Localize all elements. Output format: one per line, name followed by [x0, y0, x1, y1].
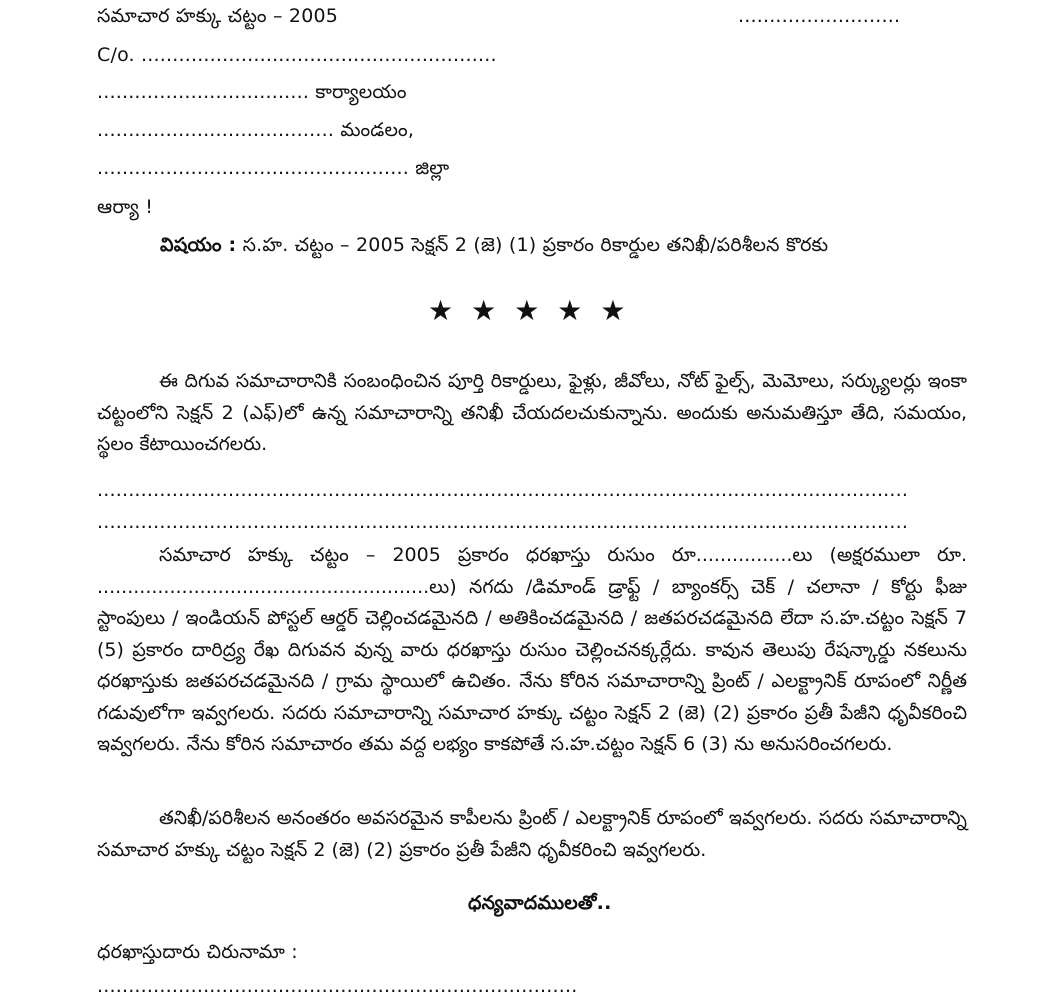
office-line: .................................. కార్యాలయం — [97, 81, 407, 103]
paragraph-1-text: ఈ దిగువ సమాచారానికి సంబంధించిన పూర్తి రికార్డులు, ఫైళ్లు, జీవోలు, నోట్ ఫైల్స్, మెమోలు, సర్క్యులర్లు ఇంకా చట్టంలోని సెక్షన్ 2 (ఎఫ్)లో ఉన్న సమాచారాన్ని తనిఖీ చేయదలచుకున్నాను. అందుకు అనుమతిస్తూ తేది, సమయం, స్థలం కేటాయించగలరు. — [97, 370, 967, 455]
star-divider: ★★★★★ — [428, 294, 644, 327]
thanks-closing: ధన్యవాదములతో.. — [468, 892, 612, 914]
subject-text: స.హ. చట్టం – 2005 సెక్షన్ 2 (జె) (1) ప్రకారం రికార్డుల తనిఖీ/పరిశీలన కొరకు — [236, 234, 829, 256]
act-title: సమాచార హక్కు చట్టం – 2005 — [97, 5, 339, 27]
district-line: .................................................. జిల్లా — [97, 157, 450, 179]
date-blank: .......................... — [738, 5, 901, 27]
paragraph-inspection-request — [97, 366, 967, 461]
paragraph-fee-details — [97, 540, 967, 761]
mandal-line: ...................................... మండలం, — [97, 119, 415, 141]
paragraph-2-text: సమాచార హక్కు చట్టం – 2005 ప్రకారం ధరఖాస్తు రుసుం రూ................లు (అక్షరములా రూ. .......................................................లు) నగదు /డిమాండ్ డ్రాఫ్ట్ / బ్యాంకర్స్ చెక్ / చలానా / కోర్టు ఫీజు స్టాంపులు / ఇండియన్ పోస్టల్ ఆర్డర్ చెల్లించడమైనది / అతికించడమైనది / జతపరచడమైనది లేదా స.హ.చట్టం సెక్షన్ 7 (5) ప్రకారం దారిద్ర్య రేఖ దిగువన వున్న వారు ధరఖాస్తు రుసుం చెల్లించనక్కర్లేదు. కావున తెలుపు రేషన్కార్డు నకలును ధరఖాస్తుకు జతపరచడమైనది / గ్రామ స్థాయిలో ఉచితం. నేను కోరిన సమాచారాన్ని ప్రింట్ / ఎలక్ట్రానిక్ రూపంలో నిర్ణీత గడువులోగా ఇవ్వగలరు. సదరు సమాచారాన్ని సమాచార హక్కు చట్టం సెక్షన్ 2 (జె) (2) ప్రకారం ప్రతీ పేజీని ధృవీకరించి ఇవ్వగలరు. నేను కోరిన సమాచారం తమ వద్ద లభ్యం కాకపోతే స.హ.చట్టం సెక్షన్ 6 (3) ను అనుసరించగలరు. — [97, 544, 967, 755]
paragraph-copies-request — [97, 803, 967, 866]
subject-line — [160, 233, 828, 257]
paragraph-3-text: తనిఖీ/పరిశీలన అనంతరం అవసరమైన కాపీలను ప్రింట్ / ఎలక్ట్రానిక్ రూపంలో ఇవ్వగలరు. సదరు సమాచారాన్ని సమాచార హక్కు చట్టం సెక్షన్ 2 (జె) (2) ప్రకారం ప్రతీ పేజీని ధృవీకరించి ఇవ్వగలరు. — [97, 807, 967, 861]
applicant-address-label: ధరఖాస్తుదారు చిరునామా : — [97, 941, 298, 963]
salutation: ఆర్యా ! — [97, 196, 154, 218]
dotted-line-2: .................................................................................................................................. — [97, 511, 909, 533]
subject-label: విషయం : — [160, 234, 237, 256]
care-of-line: C/o. ......................................................... — [97, 44, 497, 66]
dotted-line-1: .................................................................................................................................. — [97, 479, 909, 501]
applicant-address-dots: ............................................................................. — [97, 975, 578, 997]
